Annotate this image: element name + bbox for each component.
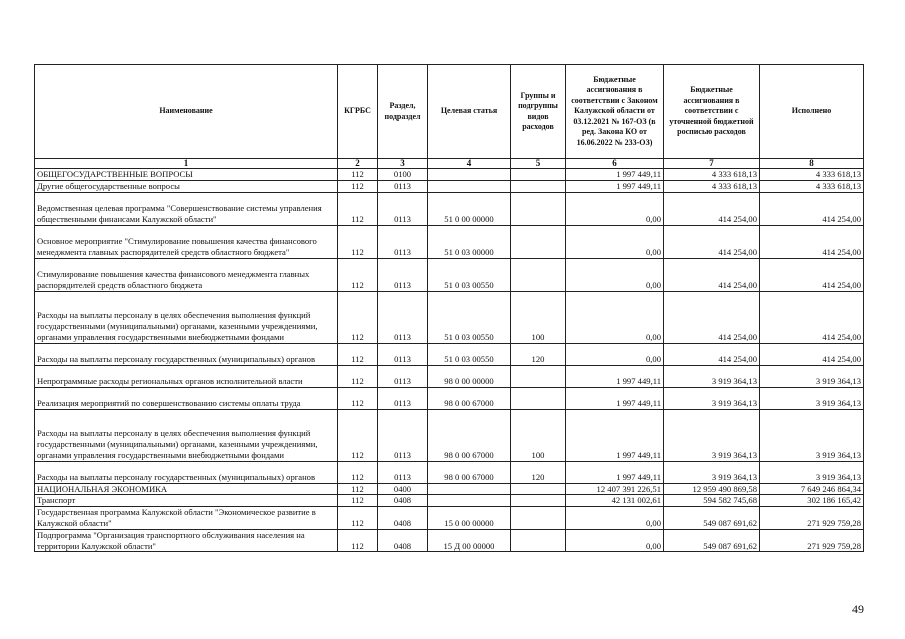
row-section: 0113	[378, 365, 428, 387]
row-target-article: 51 0 00 00000	[428, 192, 511, 225]
row-kgrbs: 112	[338, 409, 378, 461]
row-name: Основное мероприятие "Стимулирование повышения качества финансового менеджмента главных распорядителей средств областного бюджета"	[35, 225, 338, 258]
row-name: Ведомственная целевая программа "Совершенствование системы управления общественными финансами Калужской области"	[35, 192, 338, 225]
row-name: Транспорт	[35, 495, 338, 507]
row-law-amount: 0,00	[566, 507, 664, 530]
row-target-article: 51 0 03 00550	[428, 258, 511, 291]
table-row	[35, 192, 864, 225]
row-name: Стимулирование повышения качества финансового менеджмента главных распорядителей средств областного бюджета	[35, 258, 338, 291]
table-row	[35, 169, 864, 181]
col-number: 6	[566, 159, 664, 169]
row-executed-amount: 3 919 364,13	[760, 365, 864, 387]
col-header-executed: Исполнено	[760, 65, 864, 159]
row-target-article: 98 0 00 67000	[428, 461, 511, 483]
row-section: 0100	[378, 169, 428, 181]
row-law-amount: 0,00	[566, 291, 664, 343]
row-section: 0408	[378, 495, 428, 507]
table-row	[35, 483, 864, 495]
table-row	[35, 258, 864, 291]
row-section: 0113	[378, 461, 428, 483]
row-expense-group	[511, 192, 566, 225]
row-kgrbs: 112	[338, 529, 378, 552]
row-executed-amount: 3 919 364,13	[760, 387, 864, 409]
row-expense-group	[511, 169, 566, 181]
row-kgrbs: 112	[338, 495, 378, 507]
col-header-law: Бюджетные ассигнования в соответствии с Законом Калужской области от 03.12.2021 № 167-ОЗ (в ред. Закона КО от 16.06.2022 № 233-ОЗ)	[566, 65, 664, 159]
row-target-article: 98 0 00 67000	[428, 387, 511, 409]
row-kgrbs: 112	[338, 225, 378, 258]
row-section: 0113	[378, 192, 428, 225]
row-section: 0408	[378, 529, 428, 552]
row-section: 0113	[378, 258, 428, 291]
row-kgrbs: 112	[338, 258, 378, 291]
row-section: 0113	[378, 343, 428, 365]
col-header-refined: Бюджетные ассигнования в соответствии с уточненной бюджетной росписью расходов	[664, 65, 760, 159]
col-number: 5	[511, 159, 566, 169]
col-header-name: Наименование	[35, 65, 338, 159]
row-kgrbs: 112	[338, 343, 378, 365]
table-body	[35, 169, 864, 552]
row-name: Расходы на выплаты персоналу государственных (муниципальных) органов	[35, 343, 338, 365]
row-executed-amount: 4 333 618,13	[760, 169, 864, 181]
row-target-article	[428, 483, 511, 495]
row-law-amount: 1 997 449,11	[566, 169, 664, 181]
row-law-amount: 0,00	[566, 192, 664, 225]
col-header-group: Группы и подгруппы видов расходов	[511, 65, 566, 159]
row-name: ОБЩЕГОСУДАРСТВЕННЫЕ ВОПРОСЫ	[35, 169, 338, 181]
row-kgrbs: 112	[338, 169, 378, 181]
row-kgrbs: 112	[338, 365, 378, 387]
row-refined-amount: 549 087 691,62	[664, 529, 760, 552]
row-expense-group	[511, 180, 566, 192]
row-executed-amount: 414 254,00	[760, 192, 864, 225]
row-target-article	[428, 169, 511, 181]
table-row	[35, 495, 864, 507]
row-executed-amount: 3 919 364,13	[760, 409, 864, 461]
row-refined-amount: 3 919 364,13	[664, 461, 760, 483]
row-section: 0113	[378, 409, 428, 461]
row-name: Расходы на выплаты персоналу в целях обеспечения выполнения функций государственными (муниципальными) органами, казенными учреждениями, органами управления государственными внебюджетными фондами	[35, 291, 338, 343]
row-expense-group	[511, 258, 566, 291]
table-row	[35, 409, 864, 461]
col-header-target: Целевая статья	[428, 65, 511, 159]
row-target-article	[428, 495, 511, 507]
row-section: 0113	[378, 387, 428, 409]
table-row	[35, 365, 864, 387]
row-refined-amount: 414 254,00	[664, 343, 760, 365]
row-kgrbs: 112	[338, 192, 378, 225]
header-row	[35, 65, 864, 159]
row-section: 0400	[378, 483, 428, 495]
row-target-article: 15 0 00 00000	[428, 507, 511, 530]
row-expense-group	[511, 225, 566, 258]
row-executed-amount: 302 186 165,42	[760, 495, 864, 507]
row-kgrbs: 112	[338, 387, 378, 409]
row-expense-group: 100	[511, 409, 566, 461]
row-kgrbs: 112	[338, 507, 378, 530]
row-name: Другие общегосударственные вопросы	[35, 180, 338, 192]
row-expense-group: 100	[511, 291, 566, 343]
row-executed-amount: 7 649 246 864,34	[760, 483, 864, 495]
table-row	[35, 225, 864, 258]
table-row	[35, 507, 864, 530]
row-target-article: 51 0 03 00550	[428, 343, 511, 365]
row-expense-group	[511, 387, 566, 409]
row-refined-amount: 4 333 618,13	[664, 169, 760, 181]
table-row	[35, 343, 864, 365]
row-section: 0408	[378, 507, 428, 530]
col-number: 4	[428, 159, 511, 169]
row-law-amount: 42 131 002,61	[566, 495, 664, 507]
row-refined-amount: 4 333 618,13	[664, 180, 760, 192]
row-refined-amount: 594 582 745,68	[664, 495, 760, 507]
row-refined-amount: 414 254,00	[664, 192, 760, 225]
row-executed-amount: 3 919 364,13	[760, 461, 864, 483]
table-row	[35, 180, 864, 192]
row-target-article: 51 0 03 00550	[428, 291, 511, 343]
row-executed-amount: 4 333 618,13	[760, 180, 864, 192]
table-row	[35, 461, 864, 483]
row-expense-group	[511, 365, 566, 387]
row-target-article: 51 0 03 00000	[428, 225, 511, 258]
row-expense-group: 120	[511, 343, 566, 365]
row-name: Расходы на выплаты персоналу в целях обеспечения выполнения функций государственными (муниципальными) органами, казенными учреждениями, органами управления государственными внебюджетными фондами	[35, 409, 338, 461]
row-name: НАЦИОНАЛЬНАЯ ЭКОНОМИКА	[35, 483, 338, 495]
table-row	[35, 529, 864, 552]
row-section: 0113	[378, 291, 428, 343]
row-executed-amount: 414 254,00	[760, 343, 864, 365]
row-refined-amount: 549 087 691,62	[664, 507, 760, 530]
row-law-amount: 0,00	[566, 225, 664, 258]
row-law-amount: 1 997 449,11	[566, 365, 664, 387]
row-name: Подпрограмма "Организация транспортного обслуживания населения на территории Калужской области"	[35, 529, 338, 552]
row-name: Расходы на выплаты персоналу государственных (муниципальных) органов	[35, 461, 338, 483]
row-name: Реализация мероприятий по совершенствованию системы оплаты труда	[35, 387, 338, 409]
row-expense-group	[511, 507, 566, 530]
col-number: 2	[338, 159, 378, 169]
row-law-amount: 0,00	[566, 343, 664, 365]
row-law-amount: 0,00	[566, 258, 664, 291]
page-number: 49	[852, 602, 864, 616]
column-number-row	[35, 159, 864, 169]
col-header-section: Раздел, подраздел	[378, 65, 428, 159]
row-kgrbs: 112	[338, 180, 378, 192]
row-name: Непрограммные расходы региональных органов исполнительной власти	[35, 365, 338, 387]
row-executed-amount: 271 929 759,28	[760, 529, 864, 552]
row-refined-amount: 414 254,00	[664, 225, 760, 258]
row-law-amount: 12 407 391 226,51	[566, 483, 664, 495]
row-law-amount: 0,00	[566, 529, 664, 552]
row-kgrbs: 112	[338, 291, 378, 343]
row-expense-group	[511, 483, 566, 495]
row-target-article: 98 0 00 00000	[428, 365, 511, 387]
row-target-article: 98 0 00 67000	[428, 409, 511, 461]
row-law-amount: 1 997 449,11	[566, 387, 664, 409]
col-number: 8	[760, 159, 864, 169]
row-expense-group	[511, 495, 566, 507]
row-refined-amount: 414 254,00	[664, 291, 760, 343]
row-law-amount: 1 997 449,11	[566, 409, 664, 461]
row-kgrbs: 112	[338, 483, 378, 495]
table-row	[35, 291, 864, 343]
row-executed-amount: 414 254,00	[760, 258, 864, 291]
table-row	[35, 387, 864, 409]
row-target-article: 15 Д 00 00000	[428, 529, 511, 552]
row-refined-amount: 414 254,00	[664, 258, 760, 291]
row-executed-amount: 414 254,00	[760, 225, 864, 258]
budget-table	[34, 64, 864, 552]
row-expense-group: 120	[511, 461, 566, 483]
row-target-article	[428, 180, 511, 192]
col-header-kgrbs: КГРБС	[338, 65, 378, 159]
col-number: 3	[378, 159, 428, 169]
row-refined-amount: 12 959 490 869,58	[664, 483, 760, 495]
row-refined-amount: 3 919 364,13	[664, 387, 760, 409]
row-law-amount: 1 997 449,11	[566, 461, 664, 483]
row-kgrbs: 112	[338, 461, 378, 483]
row-executed-amount: 414 254,00	[760, 291, 864, 343]
row-name: Государственная программа Калужской области "Экономическое развитие в Калужской области"	[35, 507, 338, 530]
row-expense-group	[511, 529, 566, 552]
row-law-amount: 1 997 449,11	[566, 180, 664, 192]
col-number: 7	[664, 159, 760, 169]
row-refined-amount: 3 919 364,13	[664, 365, 760, 387]
row-section: 0113	[378, 225, 428, 258]
row-refined-amount: 3 919 364,13	[664, 409, 760, 461]
col-number: 1	[35, 159, 338, 169]
row-executed-amount: 271 929 759,28	[760, 507, 864, 530]
row-section: 0113	[378, 180, 428, 192]
